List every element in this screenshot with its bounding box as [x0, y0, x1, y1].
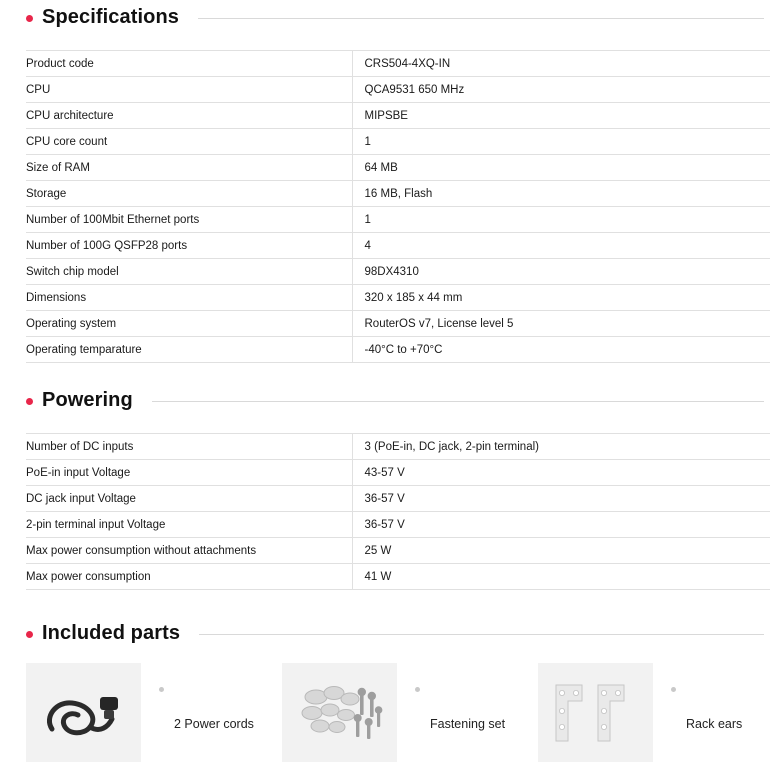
spec-value: 4 — [352, 233, 770, 259]
part-label: Rack ears — [686, 717, 743, 731]
section-header-powering — [0, 389, 770, 412]
powering-table — [26, 433, 770, 590]
spec-key: Size of RAM — [26, 155, 352, 181]
table-row — [26, 538, 770, 564]
bullet-dot-icon — [159, 687, 164, 692]
table-row — [26, 337, 770, 363]
spec-key: Number of 100Mbit Ethernet ports — [26, 207, 352, 233]
spec-value: 36-57 V — [352, 486, 770, 512]
spec-value: 320 x 185 x 44 mm — [352, 285, 770, 311]
section-header-specifications — [0, 6, 770, 29]
table-row — [26, 103, 770, 129]
table-row — [26, 564, 770, 590]
list-item — [538, 663, 770, 762]
bullet-dot-icon — [671, 687, 676, 692]
divider-line — [199, 634, 764, 635]
specifications-table — [26, 50, 770, 363]
spec-key: CPU core count — [26, 129, 352, 155]
rack-ears-icon — [538, 663, 653, 762]
spec-key: Max power consumption — [26, 564, 352, 590]
table-row — [26, 311, 770, 337]
spec-value: CRS504-4XQ-IN — [352, 51, 770, 77]
table-row — [26, 512, 770, 538]
spec-key: Storage — [26, 181, 352, 207]
fastening-set-image — [282, 663, 397, 762]
spec-key: Operating temparature — [26, 337, 352, 363]
fastening-set-icon — [282, 663, 397, 762]
table-row — [26, 77, 770, 103]
bullet-dot-icon — [415, 687, 420, 692]
spec-key: Product code — [26, 51, 352, 77]
spec-value: -40°C to +70°C — [352, 337, 770, 363]
power-cord-icon — [42, 677, 126, 747]
table-row — [26, 233, 770, 259]
bullet-icon — [26, 15, 33, 22]
part-label: 2 Power cords — [174, 717, 254, 731]
spec-value: 1 — [352, 129, 770, 155]
table-row — [26, 285, 770, 311]
spec-key: Operating system — [26, 311, 352, 337]
divider-line — [152, 401, 764, 402]
spec-value: QCA9531 650 MHz — [352, 77, 770, 103]
list-item — [282, 663, 538, 762]
bullet-icon — [26, 398, 33, 405]
spec-value: 43-57 V — [352, 460, 770, 486]
spec-value: 25 W — [352, 538, 770, 564]
spec-value: 3 (PoE-in, DC jack, 2-pin terminal) — [352, 434, 770, 460]
spec-value: 16 MB, Flash — [352, 181, 770, 207]
section-header-included-parts — [0, 622, 770, 645]
table-row — [26, 486, 770, 512]
spec-key: CPU architecture — [26, 103, 352, 129]
spec-value: 41 W — [352, 564, 770, 590]
table-row — [26, 181, 770, 207]
spec-key: Number of DC inputs — [26, 434, 352, 460]
table-row — [26, 129, 770, 155]
spec-key: Switch chip model — [26, 259, 352, 285]
spec-key: DC jack input Voltage — [26, 486, 352, 512]
table-row — [26, 434, 770, 460]
spec-key: 2-pin terminal input Voltage — [26, 512, 352, 538]
part-label: Fastening set — [430, 717, 506, 731]
table-row — [26, 259, 770, 285]
table-row — [26, 460, 770, 486]
spec-value: 64 MB — [352, 155, 770, 181]
included-parts-list — [26, 663, 770, 762]
table-row — [26, 51, 770, 77]
table-row — [26, 155, 770, 181]
list-item — [26, 663, 282, 762]
spec-value: 36-57 V — [352, 512, 770, 538]
spec-value: 98DX4310 — [352, 259, 770, 285]
spec-value: 1 — [352, 207, 770, 233]
spec-key: Dimensions — [26, 285, 352, 311]
spec-value: MIPSBE — [352, 103, 770, 129]
rack-ears-image — [538, 663, 653, 762]
table-row — [26, 207, 770, 233]
spec-value: RouterOS v7, License level 5 — [352, 311, 770, 337]
bullet-icon — [26, 631, 33, 638]
power-cord-image — [26, 663, 141, 762]
section-title-included-parts: Included parts — [42, 622, 181, 644]
spec-key: Number of 100G QSFP28 ports — [26, 233, 352, 259]
section-title-powering: Powering — [42, 389, 133, 411]
section-title-specifications: Specifications — [42, 6, 179, 28]
divider-line — [198, 18, 764, 19]
spec-key: PoE-in input Voltage — [26, 460, 352, 486]
spec-key: Max power consumption without attachments — [26, 538, 352, 564]
spec-key: CPU — [26, 77, 352, 103]
